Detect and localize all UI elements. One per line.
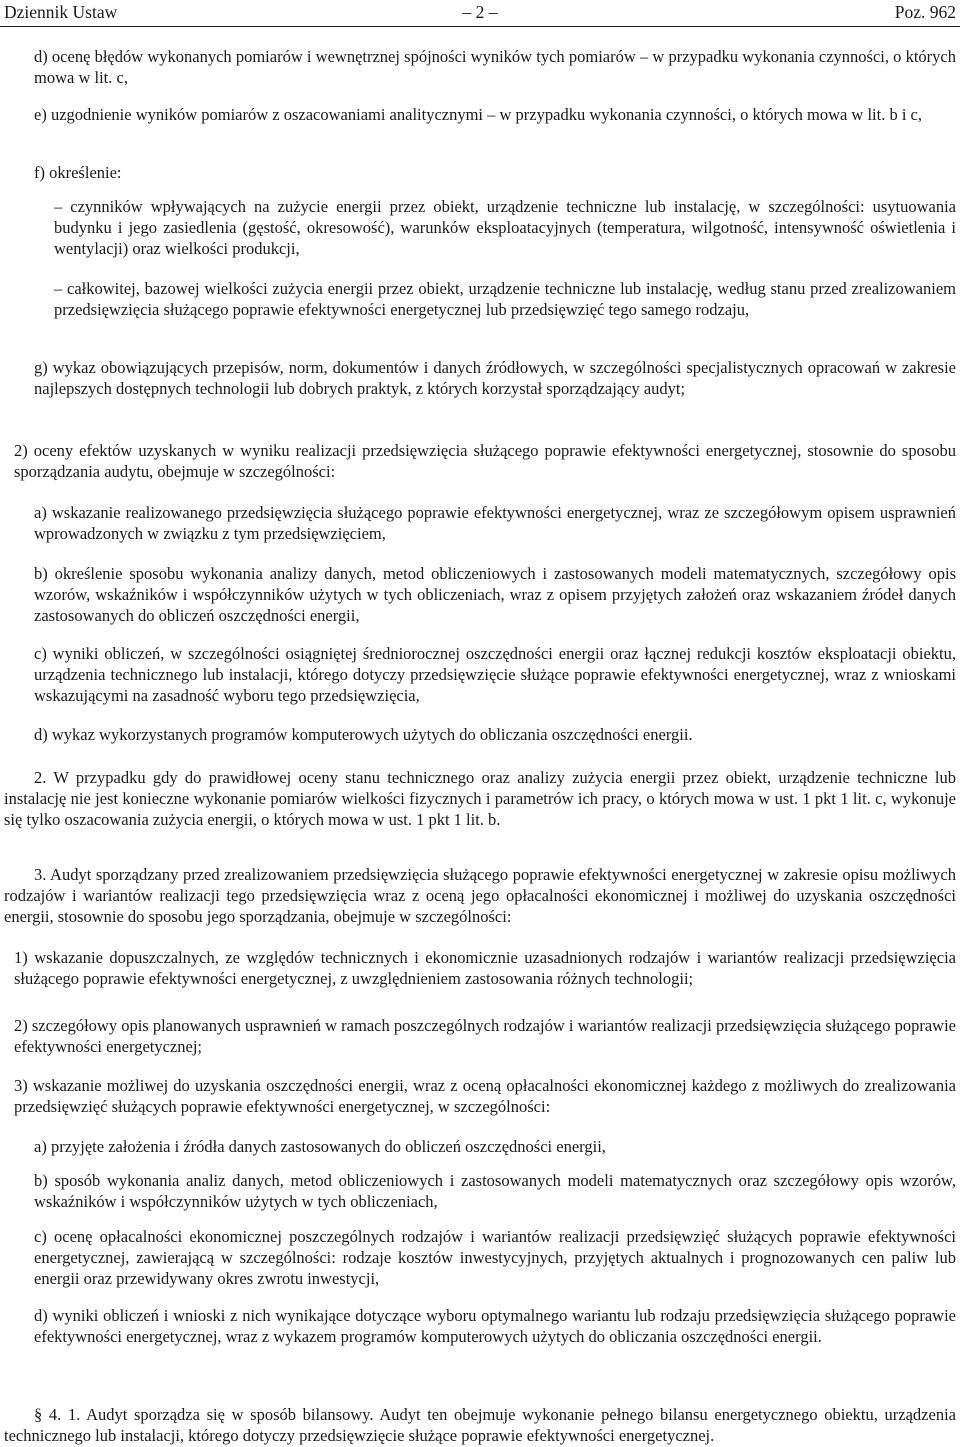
- point-2-item-a-text: a) wskazanie realizowanego przedsięwzięcia służącego poprawie efektywności energetycznej, wraz ze szczegółowym opisem usprawnień wprowadzonych w związku z tym przedsięwzięciem,: [34, 503, 956, 543]
- section-3-point-3-item-d: [34, 1305, 956, 1347]
- item-f-text: f) określenie:: [34, 163, 122, 182]
- item-e-text: e) uzgodnienie wyników pomiarów z oszacowaniami analitycznymi – w przypadku wykonania czynności, o których mowa w lit. b i c,: [34, 105, 923, 124]
- point-2-item-a: [34, 502, 956, 544]
- section-3-point-3-item-c-text: c) ocenę opłacalności ekonomicznej poszczególnych rodzajów i wariantów realizacji przedsięwzięć służących poprawie efektywności energetycznej, zawierającą w szczególności: rodzaje kosztów inwestycyjnych, przyjętych aktualnych i prognozowanych cen paliw lub energii oraz przewidywany okres zwrotu inwestycji,: [34, 1227, 956, 1288]
- point-2-item-c-text: c) wyniki obliczeń, w szczególności osiągniętej średniorocznej oszczędności energii oraz łącznej redukcji kosztów eksploatacji obiektu, urządzenia technicznego lub instalacji, którego dotyczy przedsięwzięcie służące poprawie efektywności energetycznej, wraz z wnioskami wskazującymi na zasadność wyboru tego przedsięwzięcia,: [34, 644, 956, 705]
- section-3-point-3-text: 3) wskazanie możliwej do uzyskania oszczędności energii, wraz z oceną opłacalności ekonomicznej każdego z możliwych do zrealizowania przedsięwzięć służących poprawie efektywności energetycznej, w szczególności:: [14, 1076, 956, 1116]
- section-3-point-1: [14, 947, 956, 989]
- section-3-point-1-text: 1) wskazanie dopuszczalnych, ze względów technicznych i ekonomicznie uzasadnionych rodzajów i wariantów realizacji przedsięwzięcia służącego poprawie efektywności energetycznej, z uwzględnieniem zastosowania różnych technologii;: [14, 948, 956, 988]
- point-2-item-b-text: b) określenie sposobu wykonania analizy danych, metod obliczeniowych i zastosowanych modeli matematycznych, szczegółowy opis wzorów, wskaźników i współczynników użytych w tych obliczeniach, wraz z opisem przyjętych założeń oraz wskazaniem źródeł danych zastosowanych do obliczeń oszczędności energii,: [34, 564, 956, 625]
- section-3-point-3-item-a: [34, 1136, 956, 1157]
- section-3-point-3-item-b-text: b) sposób wykonania analiz danych, metod obliczeniowych i zastosowanych modeli matematycznych oraz szczegółowy opis wzorów, wskaźników i współczynników użytych w tych obliczeniach,: [34, 1171, 956, 1211]
- item-f-dash-baseline: [54, 278, 956, 320]
- page-header: [0, 0, 960, 27]
- item-d-text: d) ocenę błędów wykonanych pomiarów i wewnętrznej spójności wyników tych pomiarów – w przypadku wykonania czynności, o których mowa w lit. c,: [34, 47, 956, 87]
- item-g-text: g) wykaz obowiązujących przepisów, norm, dokumentów i danych źródłowych, w szczególności specjalistycznych opracowań w zakresie najlepszych dostępnych technologii lub dobrych praktyk, z których korzystał sporządzający audyt;: [34, 358, 956, 398]
- point-2-item-d-text: d) wykaz wykorzystanych programów komputerowych użytych do obliczania oszczędności energii.: [34, 725, 693, 744]
- section-3-point-3-item-c: [34, 1226, 956, 1289]
- item-f-dash-factors: [54, 196, 956, 259]
- point-2-item-b: [34, 563, 956, 626]
- section-3-point-3-item-b: [34, 1170, 956, 1212]
- point-2-item-c: [34, 643, 956, 706]
- section-3-point-3: [14, 1075, 956, 1117]
- item-g-regulations-list: [34, 357, 956, 399]
- section-2-text: 2. W przypadku gdy do prawidłowej oceny stanu technicznego oraz analizy zużycia energii przez obiekt, urządzenie techniczne lub instalację nie jest konieczne wykonanie pomiarów wielkości fizycznych i parametrów ich pracy, o których mowa w ust. 1 pkt 1 lit. c, wykonuje się tylko oszacowania zużycia energii, o których mowa w ust. 1 pkt 1 lit. b.: [4, 768, 956, 829]
- section-3-point-2-text: 2) szczegółowy opis planowanych usprawnień w ramach poszczególnych rodzajów i wariantów realizacji przedsięwzięcia służącego poprawie efektywności energetycznej;: [14, 1016, 956, 1056]
- paragraph-4-text: § 4. 1. Audyt sporządza się w sposób bilansowy. Audyt ten obejmuje wykonanie pełnego bilansu energetycznego obiektu, urządzenia technicznego lub instalacji, którego dotyczy przedsięwzięcie służące poprawie efektywności energetycznej.: [4, 1405, 956, 1445]
- section-3-paragraph: [4, 864, 956, 927]
- section-3-point-3-item-d-text: d) wyniki obliczeń i wnioski z nich wynikające dotyczące wyboru optymalnego wariantu lub rodzaju przedsięwzięcia służącego poprawie efektywności energetycznej, wraz z wykazem programów komputerowych użytych do obliczania oszczędności energii.: [34, 1306, 956, 1346]
- section-2-paragraph: [4, 767, 956, 830]
- item-f-dash-factors-text: – czynników wpływających na zużycie energii przez obiekt, urządzenie techniczne lub instalację, w szczególności: usytuowania budynku i jego zasiedlenia (gęstość, okresowość), warunków eksploatacyjnych (temperatura, wilgotność, intensywność oświetlenia i wentylacji) oraz wielkości produkcji,: [54, 197, 956, 258]
- point-2-effects-assessment: [14, 440, 956, 482]
- point-2-text: 2) oceny efektów uzyskanych w wyniku realizacji przedsięwzięcia służącego poprawie efektywności energetycznej, stosownie do sposobu sporządzania audytu, obejmuje w szczególności:: [14, 441, 956, 481]
- section-3-point-2: [14, 1015, 956, 1057]
- point-2-item-d: [34, 724, 956, 745]
- item-f-determination: [34, 162, 956, 183]
- section-3-text: 3. Audyt sporządzany przed zrealizowaniem przedsięwzięcia służącego poprawie efektywności energetycznej w zakresie opisu możliwych rodzajów i wariantów realizacji tego przedsięwzięcia wraz z oceną jego opłacalności ekonomicznej i możliwej do uzyskania oszczędności energii, stosownie do sposobu jego sporządzania, obejmuje w szczególności:: [4, 865, 956, 926]
- item-e-reconciliation: [34, 104, 956, 125]
- page-number: – 2 –: [462, 2, 498, 22]
- item-d-measurement-errors: [34, 46, 956, 88]
- paragraph-4-section-1: [4, 1404, 956, 1446]
- section-3-point-3-item-a-text: a) przyjęte założenia i źródła danych zastosowanych do obliczeń oszczędności energii,: [34, 1137, 606, 1156]
- position-number: Poz. 962: [894, 2, 956, 22]
- item-f-dash-baseline-text: – całkowitej, bazowej wielkości zużycia energii przez obiekt, urządzenie techniczne lub instalację, według stanu przed zrealizowaniem przedsięwzięcia służącego poprawie efektywności energetycznej lub przedsięwzięć tego samego rodzaju,: [54, 279, 956, 319]
- journal-title: Dziennik Ustaw: [4, 2, 118, 22]
